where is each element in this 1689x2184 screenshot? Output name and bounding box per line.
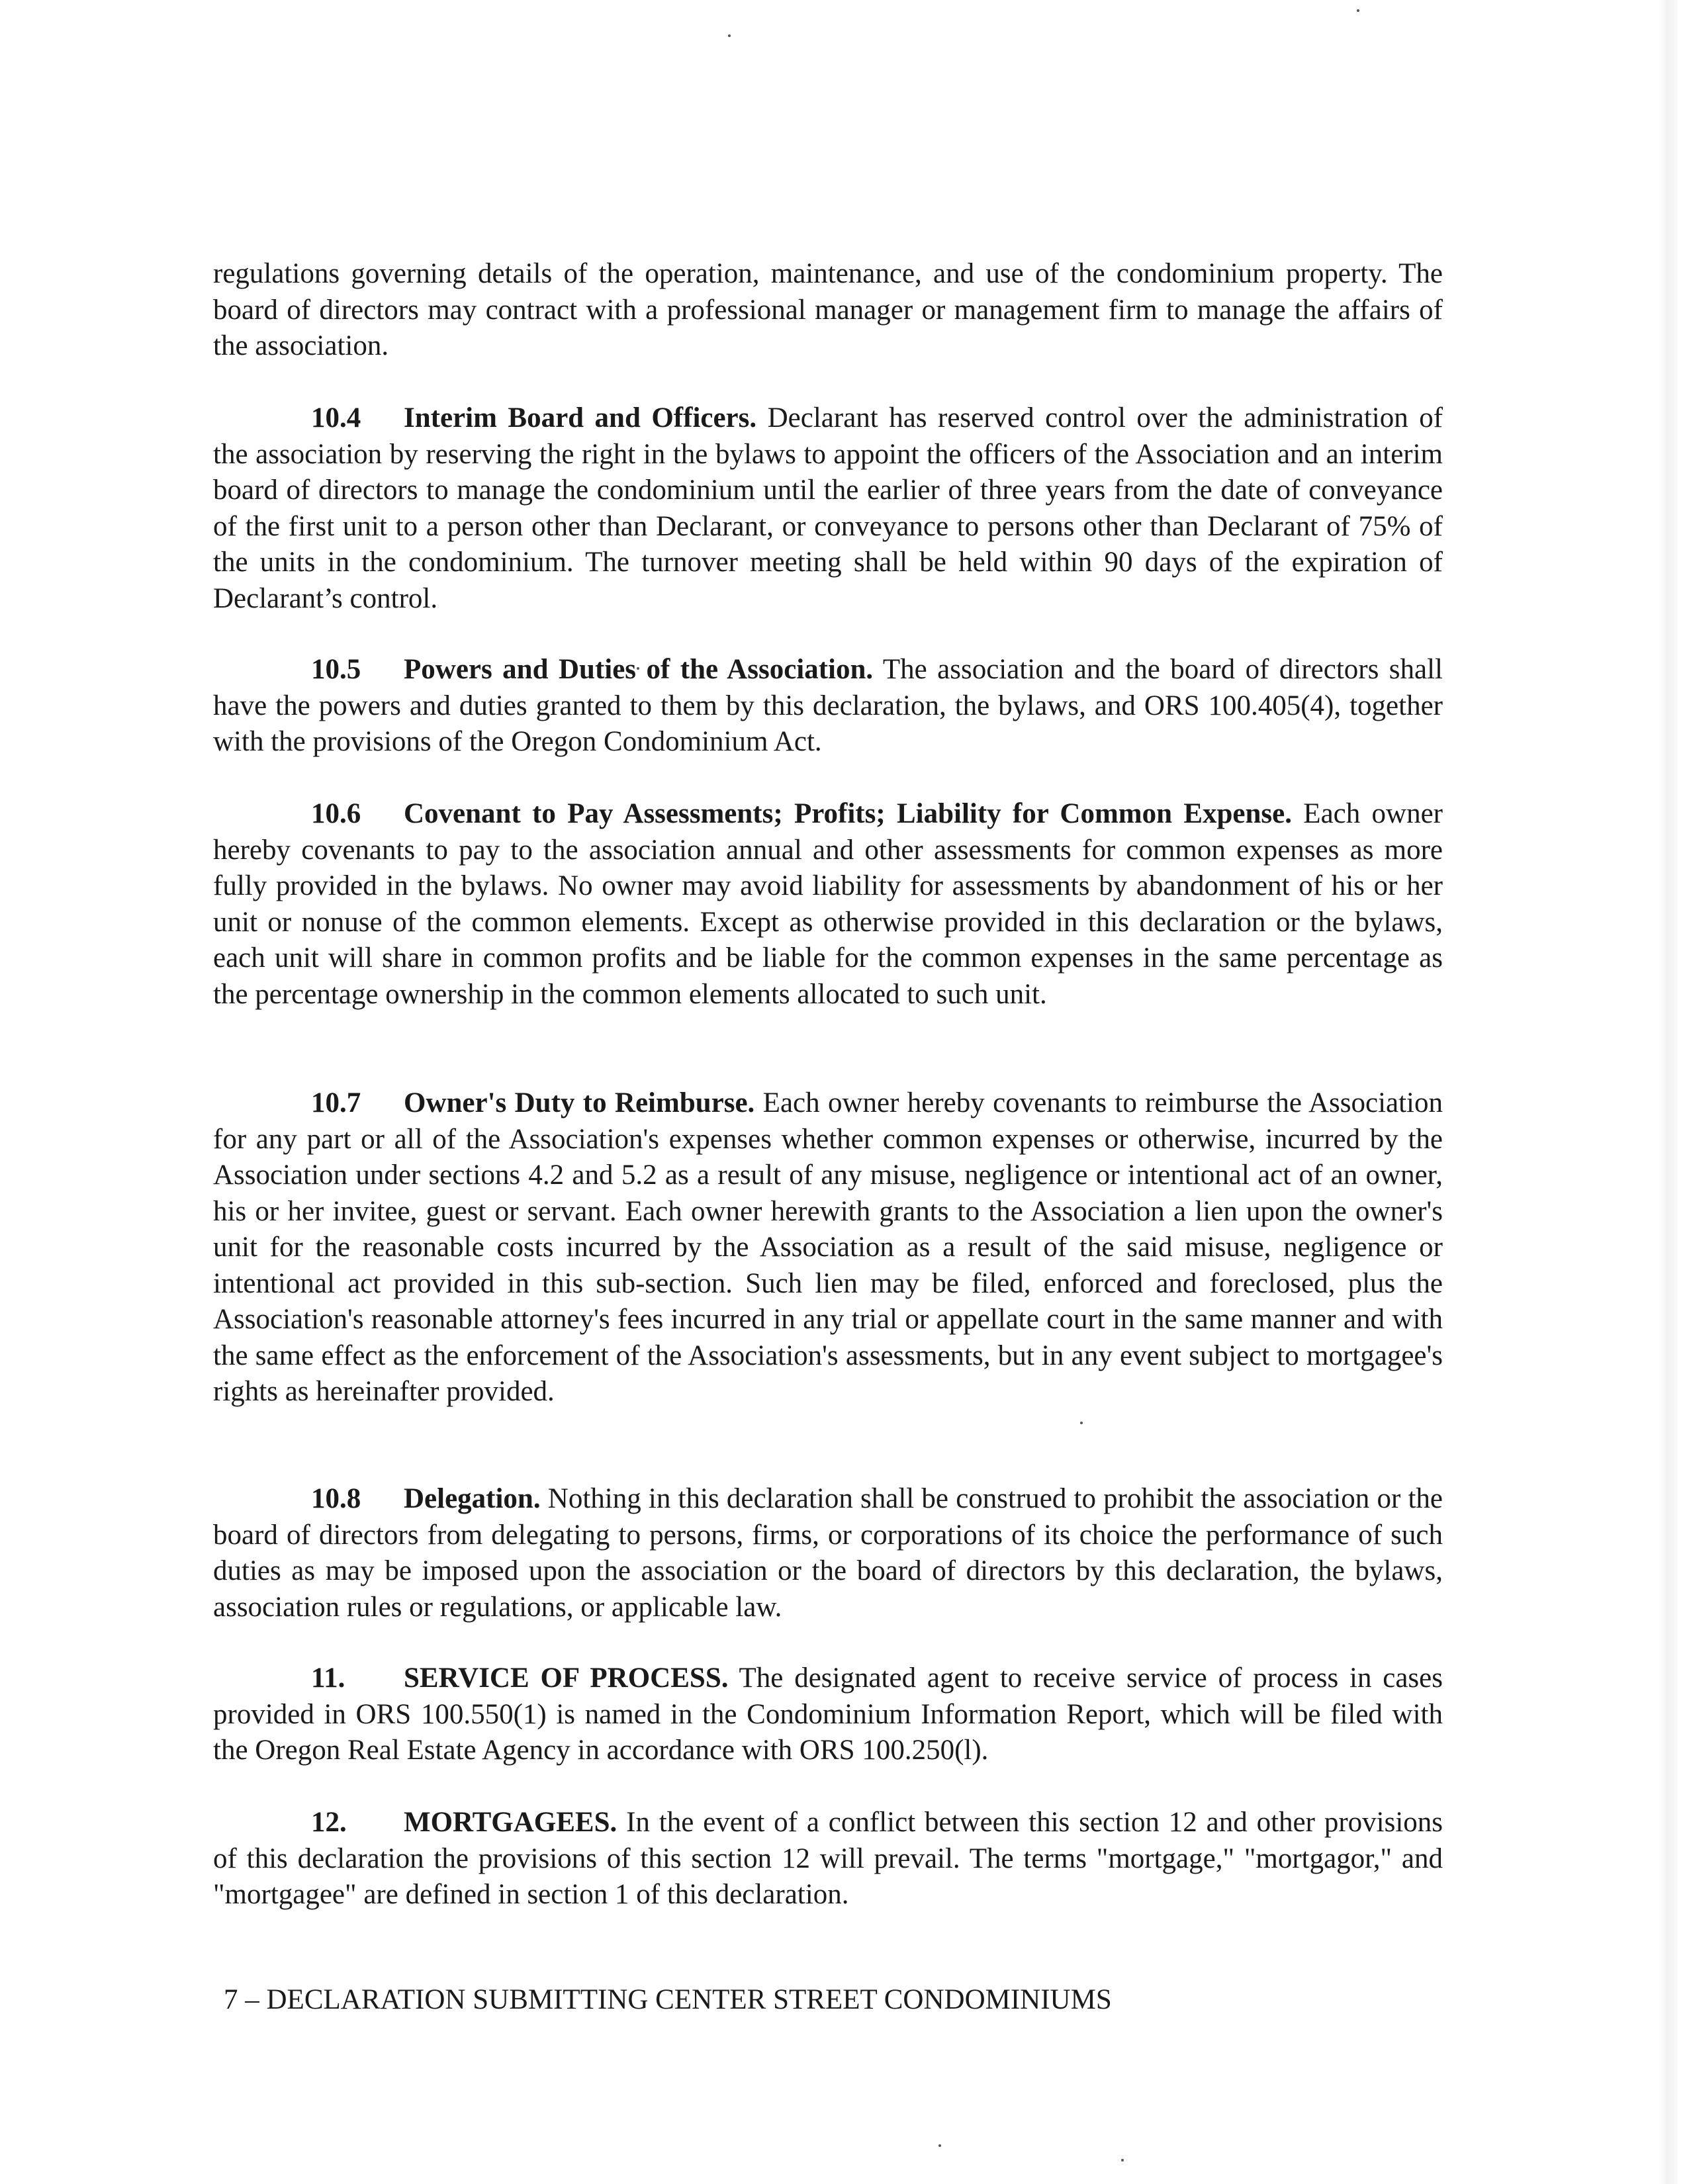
scan-speck <box>1357 9 1359 12</box>
section-10-6 <box>213 796 1443 1013</box>
section-heading: Delegation. <box>404 1483 541 1514</box>
section-text: Each owner hereby covenants to pay to the association annual and other assessments for common expenses as more fully provided in the bylaws. No owner may avoid liability for assessments by abandonment of his or her unit or nonuse of the common elements. Except as otherwise provided in this declaration or the bylaws, each unit will share in common profits and be liable for the common expenses in the same percentage as the percentage ownership in the common elements allocated to such unit. <box>213 798 1443 1010</box>
scan-speck <box>1080 1422 1083 1424</box>
section-number: 11. <box>311 1662 345 1694</box>
section-text: Each owner hereby covenants to reimburse the Association for any part or all of the Association's expenses whether common expenses or otherwise, incurred by the Association under sections 4.2 and 5.2 as a result of any misuse, negligence or intentional act of an owner, his or her invitee, guest or servant. Each owner herewith grants to the Association a lien upon the owner's unit for the reasonable costs incurred by the Association as a result of the said misuse, negligence or intentional act provided in this sub-section. Such lien may be filed, enforced and foreclosed, plus the Association's reasonable attorney's fees incurred in any trial or appellate court in the same manner and with the same effect as the enforcement of the Association's assessments, but in any event subject to mortgagee's rights as hereinafter provided. <box>213 1087 1443 1407</box>
page-footer: 7 – DECLARATION SUBMITTING CENTER STREET CONDOMINIUMS <box>224 1984 1112 2015</box>
section-number: 10.7 <box>311 1087 361 1118</box>
section-text: The association and the board of directors shall have the powers and duties granted to them by this declaration, the bylaws, and ORS 100.405(4), together with the provisions of the Oregon Condominium Act. <box>213 654 1443 757</box>
scan-speck <box>938 2144 941 2147</box>
section-10-4 <box>213 400 1443 617</box>
section-text: In the event of a conflict between this section 12 and other provisions of this declaration the provisions of this section 12 will prevail. The terms "mortgage," "mortgagor," and "mortgagee" are defined in section 1 of this declaration. <box>213 1807 1443 1910</box>
section-heading: MORTGAGEES. <box>404 1807 617 1838</box>
section-12 <box>213 1805 1443 1913</box>
scan-speck <box>728 34 731 37</box>
section-heading: Covenant to Pay Assessments; Profits; Liability for Common Expense. <box>404 798 1292 829</box>
section-10-8 <box>213 1481 1443 1625</box>
scan-edge-shadow <box>1659 0 1677 2184</box>
scan-speck <box>1121 2159 1124 2161</box>
section-number: 10.8 <box>311 1483 361 1514</box>
opening-paragraph: regulations governing details of the operation, maintenance, and use of the condominium property. The board of directors may contract with a professional manager or management firm to manage the affairs of the association. <box>213 258 1443 361</box>
section-heading: Powers and Duties of the Association. <box>404 654 874 685</box>
section-text: Declarant has reserved control over the administration of the association by reserving the right in the bylaws to appoint the officers of the Association and an interim board of directors to manage the condominium until the earlier of three years from the date of conveyance of the first unit to a person other than Declarant, or conveyance to persons other than Declarant of 75% of the units in the condominium. The turnover meeting shall be held within 90 days of the expiration of Declarant’s control. <box>213 402 1443 614</box>
section-11 <box>213 1661 1443 1769</box>
section-number: 10.4 <box>311 402 361 433</box>
section-number: 10.5 <box>311 654 361 685</box>
section-10-5 <box>213 652 1443 760</box>
section-10-7 <box>213 1085 1443 1410</box>
section-heading: SERVICE OF PROCESS. <box>404 1662 729 1694</box>
section-number: 10.6 <box>311 798 361 829</box>
section-heading: Owner's Duty to Reimburse. <box>404 1087 755 1118</box>
section-text: The designated agent to receive service of process in cases provided in ORS 100.550(1) is named in the Condominium Information Report, which will be filed with the Oregon Real Estate Agency in accordance with ORS 100.250(l). <box>213 1662 1443 1766</box>
section-heading: Interim Board and Officers. <box>404 402 757 433</box>
section-number: 12. <box>311 1807 347 1838</box>
section-text: Nothing in this declaration shall be construed to prohibit the association or the board of directors from delegating to persons, firms, or corporations of its choice the performance of such duties as may be imposed upon the association or the board of directors by this declaration, the bylaws, association rules or regulations, or applicable law. <box>213 1483 1443 1623</box>
